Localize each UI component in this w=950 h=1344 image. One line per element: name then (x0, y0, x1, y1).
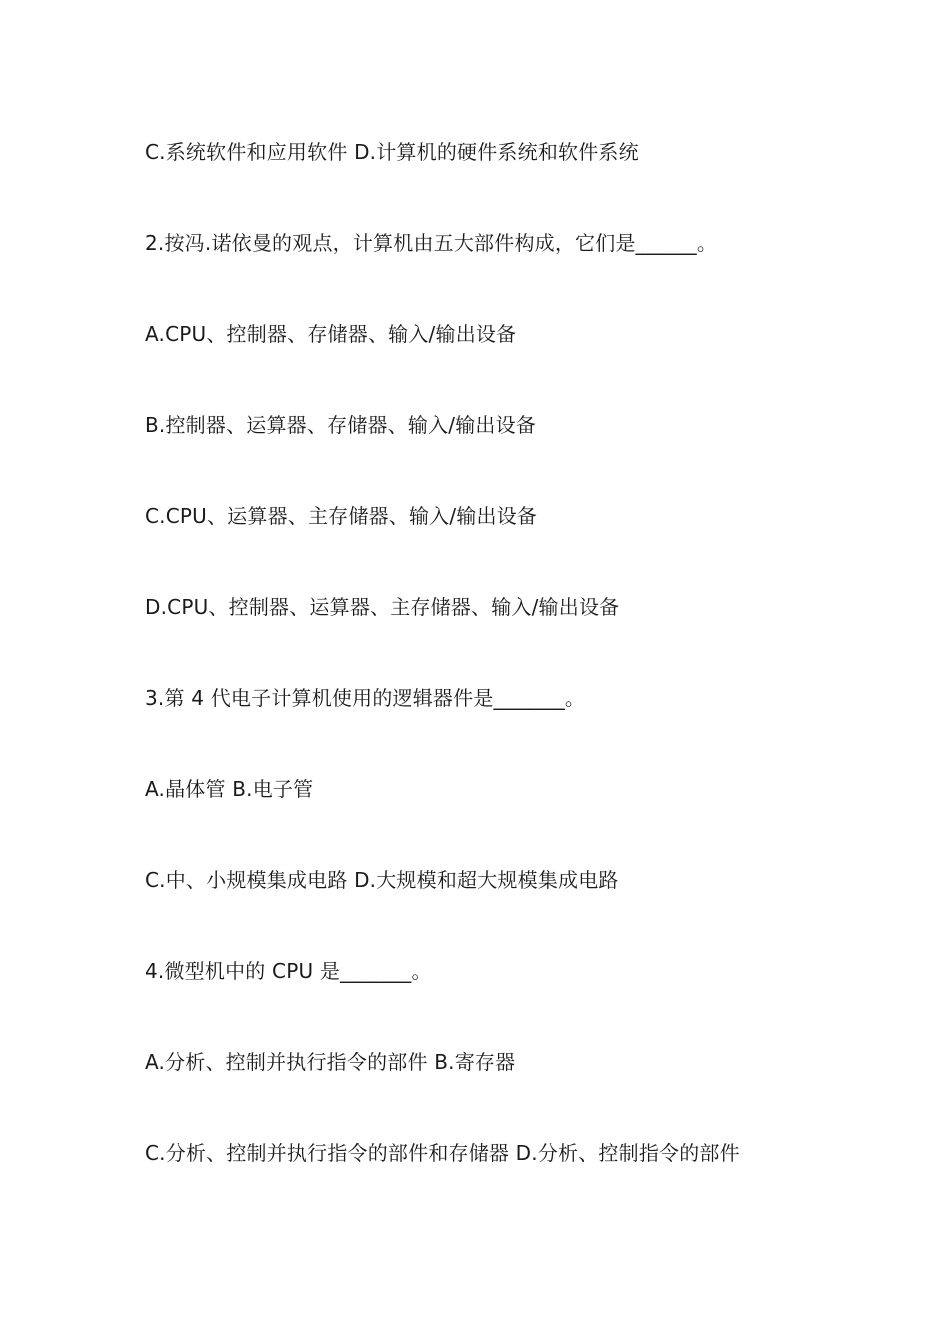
question-4-text: 4.微型机中的 CPU 是_______。 (145, 959, 432, 983)
option-line-q3-cd: C.中、小规模集成电路 D.大规模和超大规模集成电路 (145, 868, 619, 892)
option-line-q2-c: C.CPU、运算器、主存储器、输入/输出设备 (145, 504, 538, 528)
option-line-q3-ab: A.晶体管 B.电子管 (145, 777, 314, 801)
question-2-text: 2.按冯.诺依曼的观点，计算机由五大部件构成，它们是______。 (145, 231, 718, 255)
question-3-text: 3.第 4 代电子计算机使用的逻辑器件是_______。 (145, 686, 586, 710)
option-line-q2-b: B.控制器、运算器、存储器、输入/输出设备 (145, 413, 537, 437)
option-line-q2-a: A.CPU、控制器、存储器、输入/输出设备 (145, 322, 517, 346)
option-line-q1-cd: C.系统软件和应用软件 D.计算机的硬件系统和软件系统 (145, 140, 639, 164)
option-line-q2-d: D.CPU、控制器、运算器、主存储器、输入/输出设备 (145, 595, 620, 619)
option-line-q4-cd: C.分析、控制并执行指令的部件和存储器 D.分析、控制指令的部件 (145, 1141, 740, 1165)
option-line-q4-ab: A.分析、控制并执行指令的部件 B.寄存器 (145, 1050, 516, 1074)
